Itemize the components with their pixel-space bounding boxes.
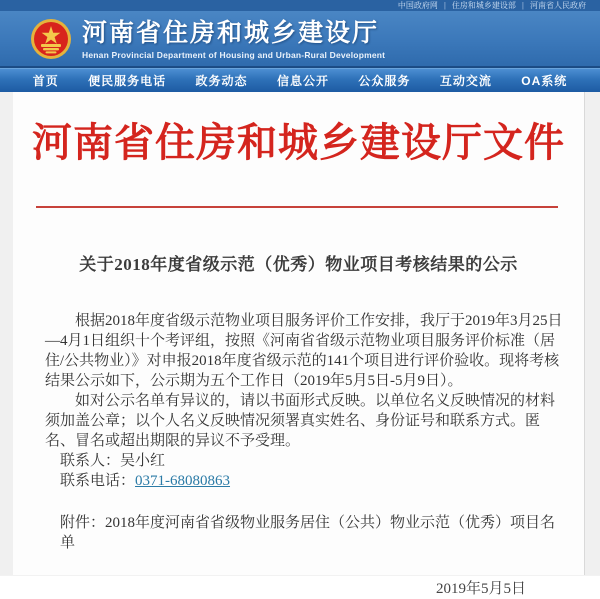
- contact-phone-link[interactable]: 0371-68080863: [135, 473, 231, 489]
- topbar-link-china-gov[interactable]: 中国政府网: [397, 1, 438, 10]
- nav-item-service-phone[interactable]: 便民服务电话: [88, 74, 167, 88]
- document-letterhead-title: 河南省住房和城乡建设厅文件: [32, 120, 565, 165]
- contact-phone-label: 联系电话：: [60, 473, 136, 489]
- document-body: [13, 311, 584, 599]
- contact-person-name: 吴小红: [120, 453, 166, 469]
- letterhead-red-rule: [36, 206, 558, 208]
- nav-item-info-disclosure[interactable]: 信息公开: [276, 74, 329, 88]
- attachment-line: [60, 513, 568, 553]
- topbar-separator: |: [443, 1, 446, 10]
- site-subtitle-english: Henan Provincial Department of Housing and Urban-Rural Development: [82, 49, 386, 60]
- main-nav: [0, 68, 600, 92]
- document-date: 2019年5月5日: [435, 581, 526, 597]
- nav-item-gov-news[interactable]: 政务动态: [195, 74, 248, 88]
- topbar-separator: |: [521, 1, 524, 10]
- attachment-label: 附件：: [60, 515, 106, 531]
- contact-phone-line: [60, 471, 568, 491]
- national-emblem-icon: [30, 18, 72, 60]
- topbar-link-mohurd[interactable]: 住房和城乡建设部: [451, 1, 516, 10]
- nav-item-oa-system[interactable]: OA系统: [521, 74, 568, 88]
- paragraph-1: 根据2018年度省级示范物业项目服务评价工作安排，我厅于2019年3月25日—4月1日组织十个考评组，按照《河南省省级示范物业项目服务评价标准（居住/公共物业）》对申报2018年度省级示范的141个项目进行评价验收。现将考核结果公示如下，公示期为五个工作日（2019年5月5日-5月9日）。: [45, 313, 563, 389]
- nav-item-home[interactable]: 首页: [32, 74, 59, 88]
- nav-item-public-service[interactable]: 公众服务: [358, 74, 411, 88]
- document-title: 关于2018年度省级示范（优秀）物业项目考核结果的公示: [79, 255, 518, 274]
- header-text: [82, 18, 385, 60]
- site-title: 河南省住房和城乡建设厅: [82, 18, 380, 47]
- document-sheet: [13, 92, 585, 597]
- content-background: [0, 92, 600, 597]
- contact-person-label: 联系人：: [60, 453, 121, 469]
- contact-person-line: [60, 451, 568, 471]
- attachment-name: 2018年度河南省省级物业服务居住（公共）物业示范（优秀）项目名单: [60, 515, 556, 551]
- paragraph-2: 如对公示名单有异议的，请以书面形式反映。以单位名义反映情况的材料须加盖公章；以个人名义反映情况须署真实姓名、身份证号和联系方式。匿名、冒名或超出期限的异议不予受理。: [45, 393, 556, 449]
- site-header: [0, 11, 600, 68]
- topbar-link-henan-gov[interactable]: 河南省人民政府: [530, 1, 586, 10]
- nav-item-interaction[interactable]: 互动交流: [439, 74, 492, 88]
- topbar: [0, 0, 600, 11]
